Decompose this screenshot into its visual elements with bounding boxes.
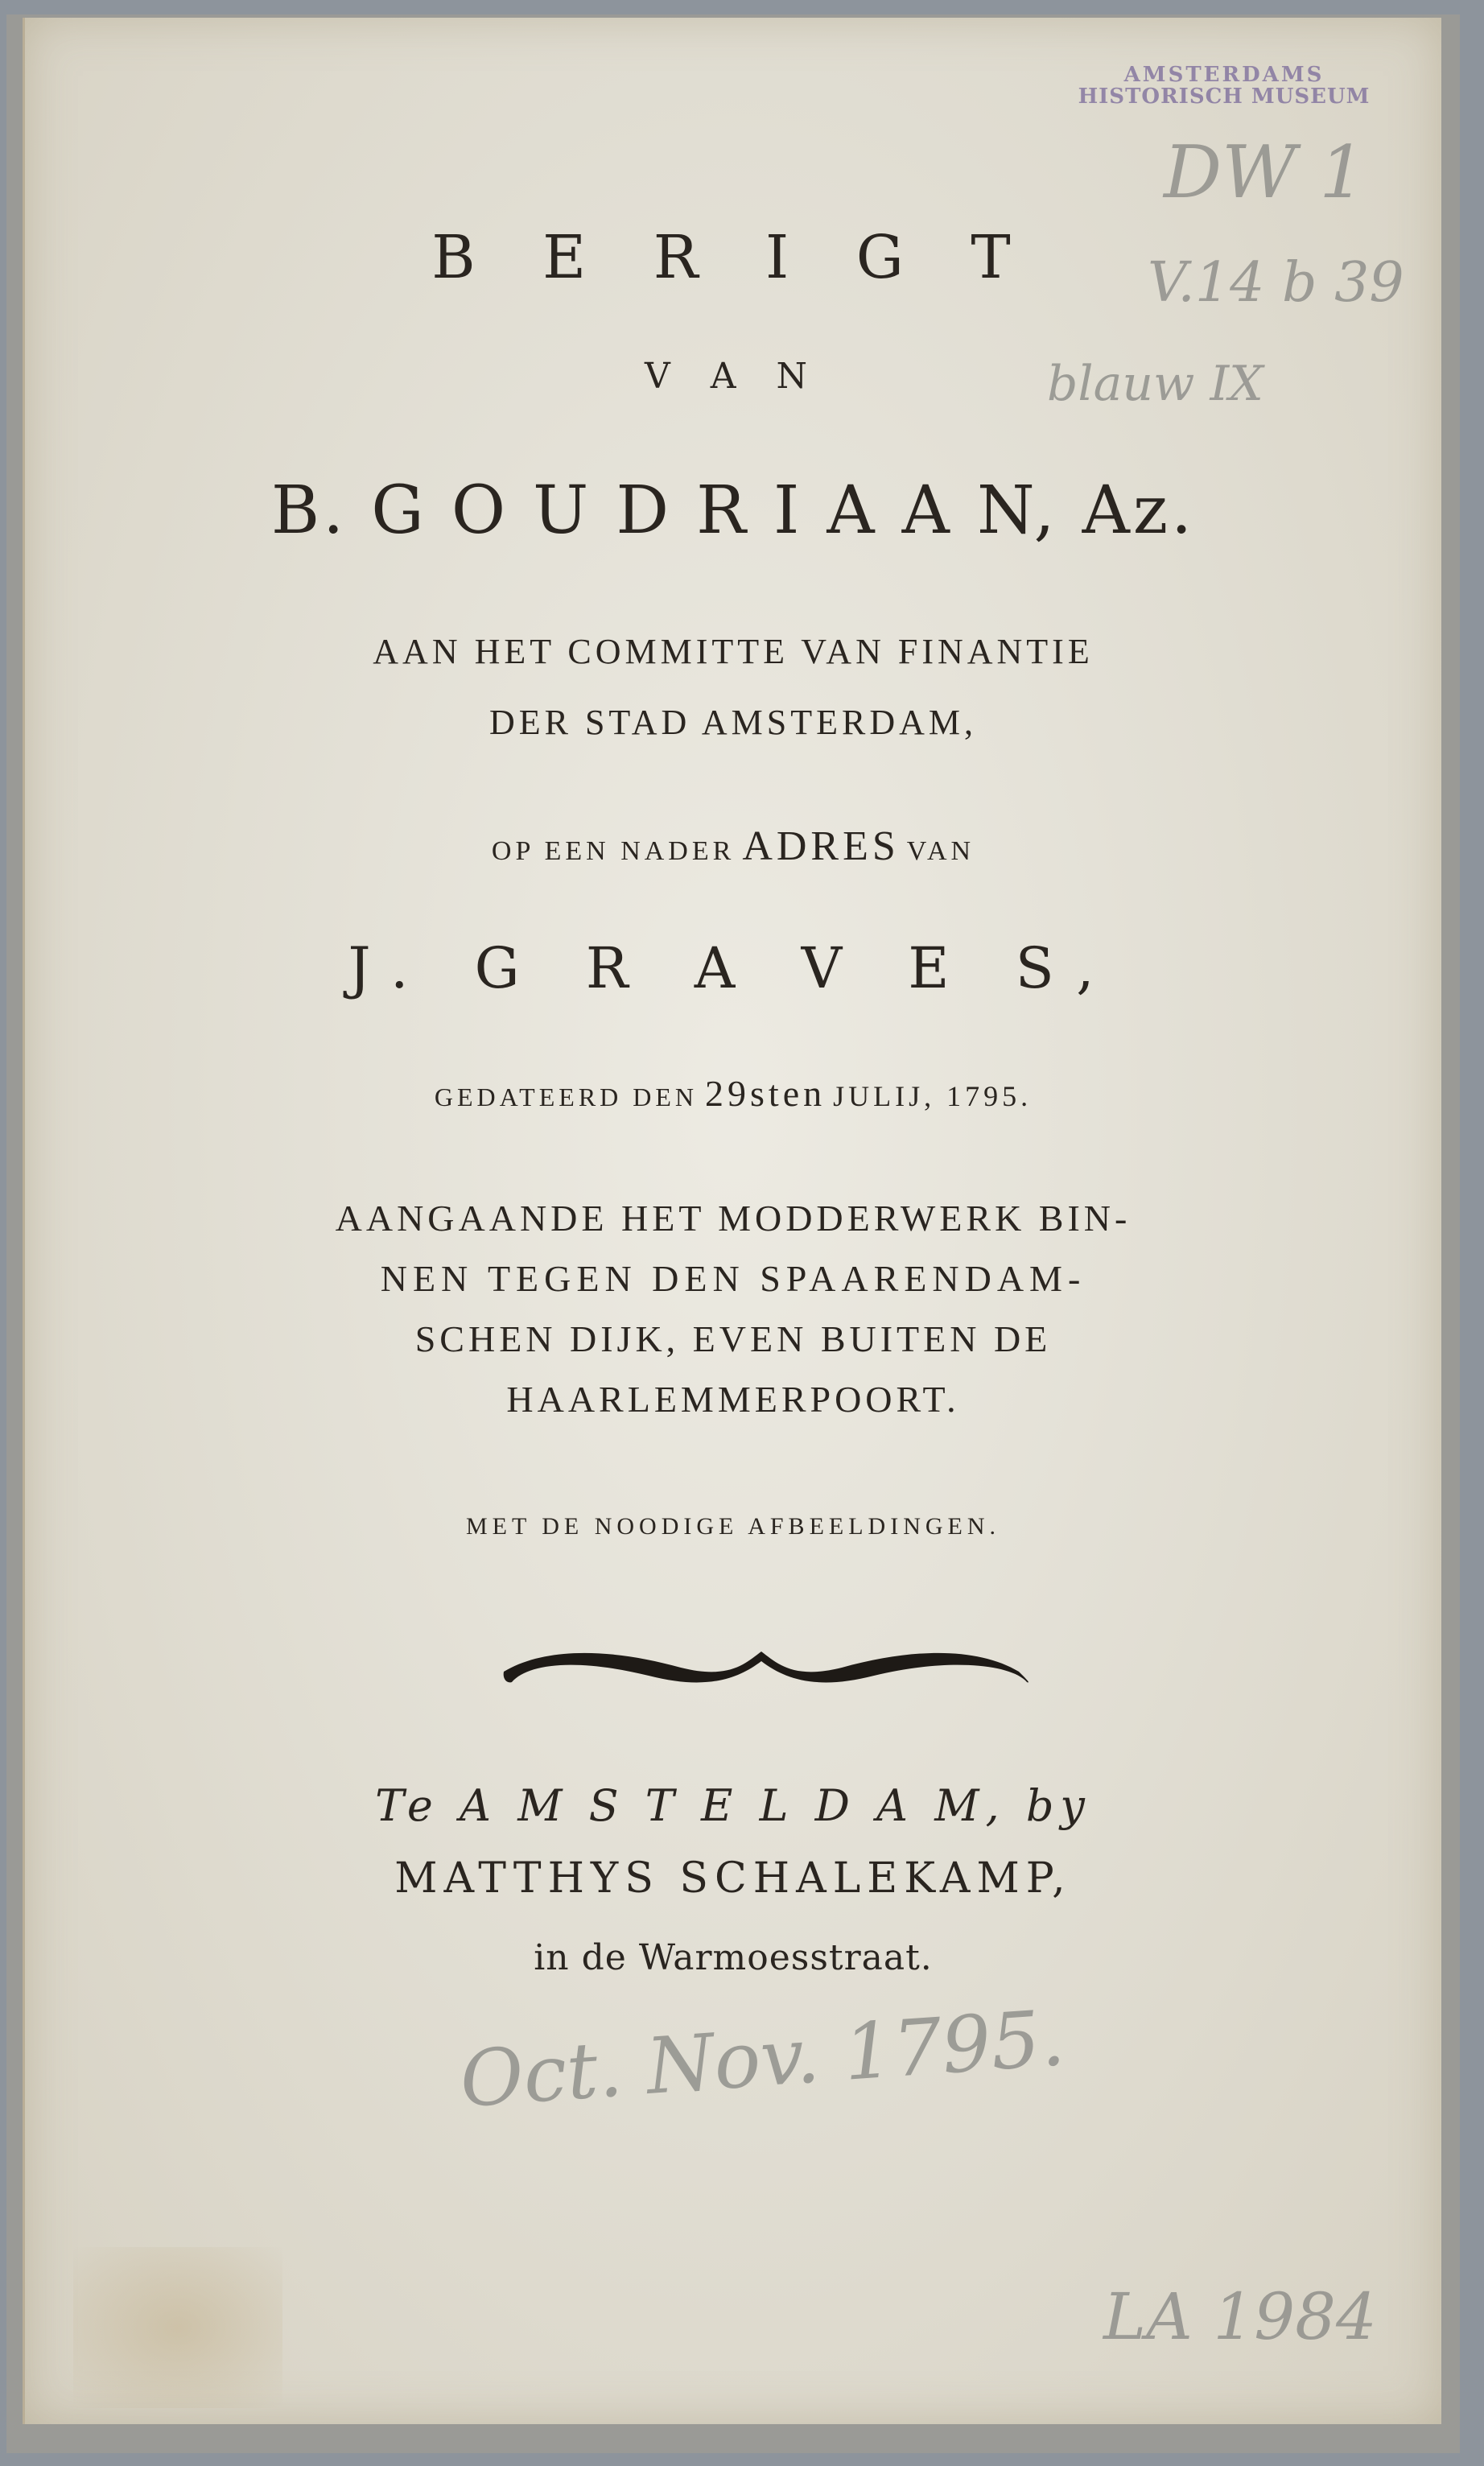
subject-line-3: SCHEN DIJK, EVEN BUITEN DE [414,1318,1052,1359]
addressee-line-2: DER STAD AMSTERDAM, [488,703,978,742]
reply-adres: ADRES [742,823,900,869]
date-line [25,1072,1441,1115]
paper-stain [73,2247,282,2408]
handwritten-date: Oct. Nov. 1795. [457,1992,1068,2126]
shelfmark-3: blauw IX [1047,356,1263,412]
imprint-street: in de Warmoesstraat. [534,1937,933,1978]
author-name: B. G O U D R I A A N, Az. [270,472,1196,549]
subject-line-1: AANGAANDE HET MODDERWERK BIN- [335,1198,1132,1239]
reply-line [25,823,1441,870]
title-page [23,18,1441,2424]
imprint-place: Te A M S T E L D A M, by [375,1780,1091,1831]
imprint-publisher: MATTHYS SCHALEKAMP, [394,1854,1072,1903]
printer-ornament [496,1635,1043,1700]
title-berigt: B E R I G T [431,223,1035,292]
reply-prefix: OP EEN NADER [491,836,736,866]
date-suffix: JULIJ, 1795. [833,1080,1033,1112]
stamp-line-2: HISTORISCH MUSEUM [1078,85,1371,109]
subject-line-4: HAARLEMMERPOORT. [506,1379,960,1420]
date-prefix: GEDATEERD DEN [434,1082,699,1111]
inventory-number: LA 1984 [1103,2279,1377,2354]
title-van: V A N [644,356,822,397]
person-name: J. G R A V E S, [348,935,1119,1001]
stamp-line-1: AMSTERDAMS [1123,63,1325,87]
shelfmark-2: V.14 b 39 [1148,251,1404,315]
reply-suffix: VAN [906,836,975,866]
museum-stamp [1031,64,1417,109]
subject-line-2: NEN TEGEN DEN SPAARENDAM- [380,1258,1086,1299]
date-day: 29sten [705,1073,827,1114]
illustrations-note: MET DE NOODIGE AFBEELDINGEN. [465,1513,1001,1540]
addressee-line-1: AAN HET COMMITTE VAN FINANTIE [373,632,1094,671]
shelfmark-1: DW 1 [1164,130,1366,215]
